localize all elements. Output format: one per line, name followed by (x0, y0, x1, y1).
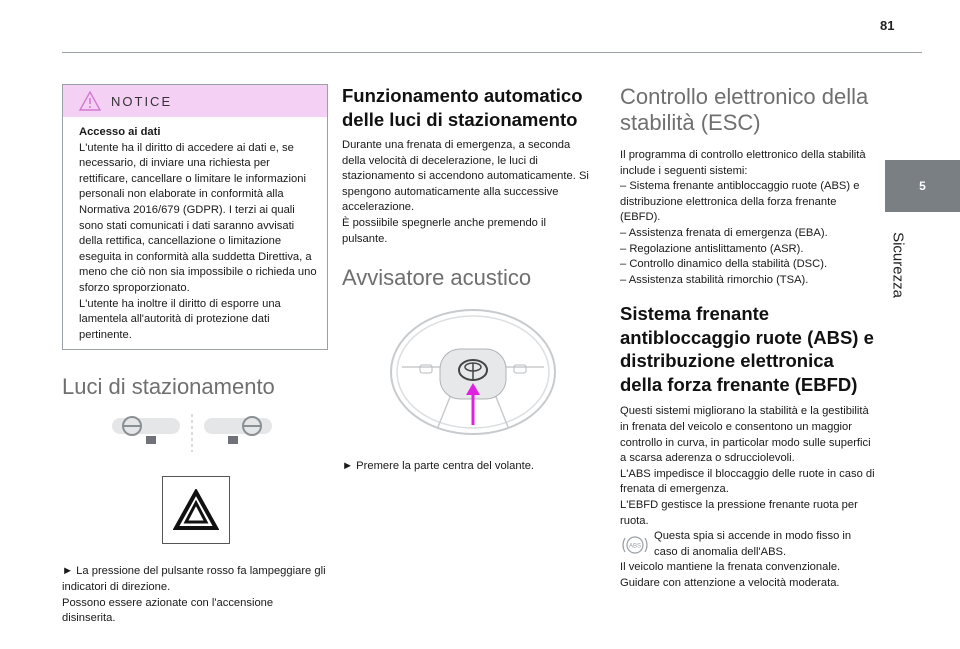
esc-intro: Il programma di controllo elettronico della stabilità include i seguenti sistemi: (620, 149, 866, 177)
hazard-triangle-icon (173, 489, 219, 531)
abs-warning-light-icon (620, 533, 650, 557)
esc-list-item: – Assistenza stabilità rimorchio (TSA). (620, 273, 809, 286)
column-left (62, 84, 327, 627)
esc-list-item: – Sistema frenante antibloccaggio ruote (ABS) e distribuzione elettronica della forza frenante (EBFD). (620, 180, 860, 224)
notice-title: NOTICE (111, 93, 173, 109)
abs-paragraph-5: Guidare con attenzione a velocità moderata. (620, 576, 840, 589)
section-title-esc: Controllo elettronico della stabilità (ESC) (620, 84, 869, 135)
esc-list-item: – Controllo dinamico della stabilità (DSC). (620, 258, 828, 271)
column-middle (342, 84, 592, 475)
esc-list-item: – Assistenza frenata di emergenza (EBA). (620, 226, 828, 239)
chapter-label (872, 215, 924, 315)
warning-triangle-icon (79, 91, 101, 111)
section-title-auto: Funzionamento automatico delle luci di stazionamento (342, 85, 583, 130)
luci-note: Possono essere azionate con l'accensione disinserita. (62, 596, 274, 625)
esc-list-item: – Regolazione antislittamento (ASR). (620, 242, 804, 255)
abs-paragraph-1: Questi sistemi migliorano la stabilità e la gestibilità in frenata del veicolo e consentono un maggior controllo in curva, in particolar modo sulle superfici a scarsa aderenza o sdrucciolevoli. (620, 405, 871, 465)
avvisatore-instruction: ► Premere la parte centra del volante. (342, 460, 535, 473)
chapter-tab[interactable]: 5 (885, 160, 960, 212)
auto-paragraph-2: È possiibile spegnerle anche premendo il pulsante. (342, 216, 546, 245)
notice-paragraph: L'utente ha il diritto di accedere ai dati e, se necessario, di inviare una richiesta per rettificare, cancellare o limitare le informazioni personali non elaborate in conformità alla Normativa 2016/679 (GDPR). I terzi ai quali sono stati comunicati i dati saranno avvisati della rettifica, cancellazione o limitazione eseguita in conformità alla suddetta Direttiva, a meno che ciò non sia impossibile o richieda uno sforzo sproporzionato. (79, 141, 317, 294)
notice-box (62, 84, 328, 350)
hazard-button-illustration (162, 476, 230, 544)
column-right (620, 84, 875, 591)
section-title-avvisatore: Avvisatore acustico (342, 265, 532, 291)
notice-paragraph-2: L'utente ha inoltre il diritto di esporre una lamentela all'autorità di protezione dati pertinente. (79, 297, 281, 341)
abs-warning-light-label: ABS (628, 543, 642, 550)
auto-paragraph: Durante una frenata di emergenza, a seconda della velocità di decelerazione, le luci di stazionamento si accendono automaticamente. Si spengono automaticamente alla successive accelerazione. (342, 139, 589, 214)
hazard-switch-illustration (112, 414, 272, 454)
notice-heading: Accesso ai dati (79, 126, 161, 138)
notice-header (63, 85, 327, 117)
abs-paragraph-2: L'ABS impedisce il bloccaggio delle ruote in caso di frenata di emergenza. (620, 467, 875, 496)
abs-warning-row (620, 529, 875, 560)
section-title-luci: Luci di stazionamento (62, 374, 275, 400)
header-divider (62, 52, 922, 53)
steering-wheel-illustration (388, 307, 558, 437)
abs-paragraph-4: Il veicolo mantiene la frenata convenzionale. (620, 561, 841, 574)
section-title-abs: Sistema frenante antibloccaggio ruote (ABS) e distribuzione elettronica della forza frenante (EBFD) (620, 303, 874, 395)
notice-body (63, 117, 327, 349)
esc-list (620, 179, 875, 288)
abs-warning-text: Questa spia si accende in modo fisso in caso di anomalia dell'ABS. (654, 530, 852, 558)
luci-instruction: ► La pressione del pulsante rosso fa lampeggiare gli indicatori di direzione. (62, 565, 326, 593)
page-number: 81 (880, 18, 895, 33)
abs-paragraph-3: L'EBFD gestisce la pressione frenante ruota per ruota. (620, 498, 858, 527)
chapter-label-text: Sicurezza (889, 232, 907, 298)
